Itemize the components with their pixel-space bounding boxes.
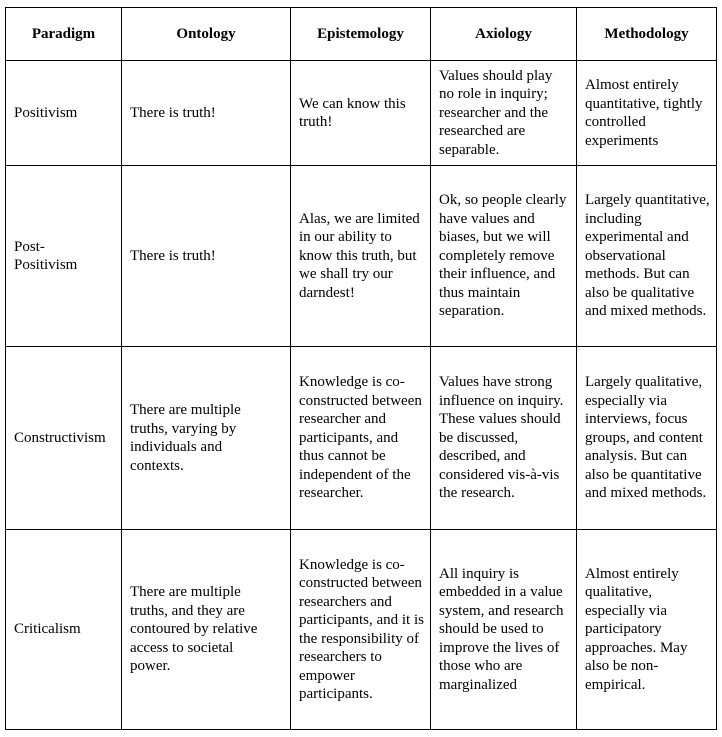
cell-epistemology: Knowledge is co-constructed between researcher and participants, and thus cannot be independent of the researcher.	[291, 347, 431, 530]
cell-paradigm: Criticalism	[6, 530, 122, 730]
cell-methodology: Almost entirely qualitative, especially via participatory approaches. May also be non-empirical.	[577, 530, 717, 730]
cell-paradigm: Post-Positivism	[6, 166, 122, 347]
cell-methodology: Almost entirely quantitative, tightly controlled experiments	[577, 61, 717, 166]
header-paradigm: Paradigm	[6, 8, 122, 61]
cell-ontology: There is truth!	[122, 61, 291, 166]
cell-paradigm: Positivism	[6, 61, 122, 166]
cell-ontology: There are multiple truths, varying by individuals and contexts.	[122, 347, 291, 530]
table-row	[6, 166, 717, 347]
cell-ontology: There is truth!	[122, 166, 291, 347]
cell-axiology: Values should play no role in inquiry; researcher and the researched are separable.	[431, 61, 577, 166]
cell-methodology: Largely qualitative, especially via interviews, focus groups, and content analysis. But can also be quantitative and mixed methods.	[577, 347, 717, 530]
cell-epistemology: Alas, we are limited in our ability to know this truth, but we shall try our darndest!	[291, 166, 431, 347]
header-epistemology: Epistemology	[291, 8, 431, 61]
header-methodology: Methodology	[577, 8, 717, 61]
cell-methodology: Largely quantitative, including experimental and observational methods. But can also be qualitative and mixed methods.	[577, 166, 717, 347]
header-row	[6, 8, 717, 61]
cell-axiology: Ok, so people clearly have values and biases, but we will completely remove their influence, and thus maintain separation.	[431, 166, 577, 347]
cell-ontology: There are multiple truths, and they are contoured by relative access to societal power.	[122, 530, 291, 730]
cell-epistemology: Knowledge is co-constructed between researchers and participants, and it is the responsibility of researchers to empower participants.	[291, 530, 431, 730]
header-ontology: Ontology	[122, 8, 291, 61]
paradigm-table	[5, 7, 717, 730]
table-row	[6, 61, 717, 166]
cell-axiology: All inquiry is embedded in a value system, and research should be used to improve the lives of those who are marginalized	[431, 530, 577, 730]
table-row	[6, 347, 717, 530]
header-axiology: Axiology	[431, 8, 577, 61]
cell-axiology: Values have strong influence on inquiry. These values should be discussed, described, and considered vis-à-vis the research.	[431, 347, 577, 530]
cell-paradigm: Constructivism	[6, 347, 122, 530]
table-row	[6, 530, 717, 730]
cell-epistemology: We can know this truth!	[291, 61, 431, 166]
